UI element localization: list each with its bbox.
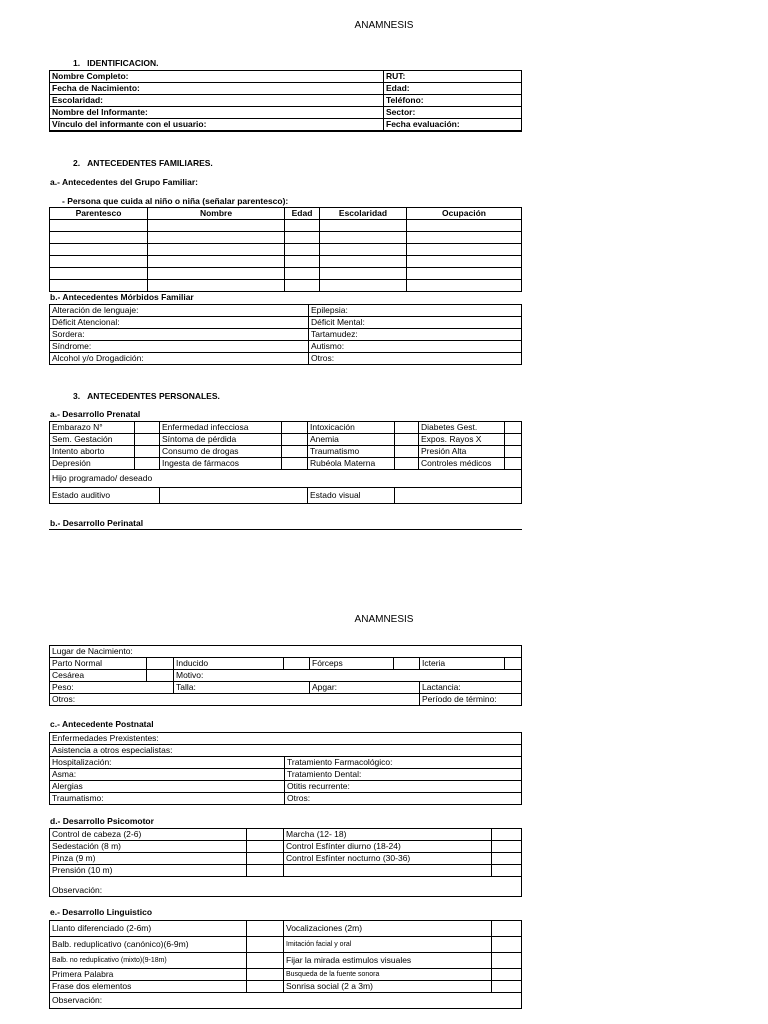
table-row (50, 953, 522, 969)
linguistic-table (49, 920, 522, 1009)
field-label: Expos. Rayos X (419, 434, 505, 446)
field-label: Inducido (174, 658, 284, 670)
table-row (50, 107, 522, 119)
column-header: Ocupación (407, 208, 522, 220)
table-row (50, 83, 522, 95)
table-header-row (50, 208, 522, 220)
field-label: Busqueda de la fuente sonora (284, 969, 492, 981)
field-label: Fórceps (310, 658, 394, 670)
field-label[interactable]: Nombre del Informante: (50, 107, 384, 119)
table-row (50, 877, 522, 897)
table-row (50, 470, 522, 488)
peso-field[interactable]: Peso: (50, 682, 174, 694)
section-2-heading: 2. ANTECEDENTES FAMILIARES. (73, 158, 213, 168)
table-row (50, 969, 522, 981)
field-label: Depresión (50, 458, 135, 470)
field-label (284, 865, 492, 877)
field-label: Parto Normal (50, 658, 147, 670)
table-row (50, 422, 522, 434)
page-title: ANAMNESIS (354, 20, 414, 31)
field-label[interactable]: Nombre Completo: (50, 71, 384, 83)
field-label: Imitación facial y oral (284, 937, 492, 953)
table-row (50, 865, 522, 877)
field-label: Prensión (10 m) (50, 865, 247, 877)
section-3b-heading: b.- Desarrollo Perinatal (50, 518, 144, 528)
field-label: Enfermedad infecciosa (160, 422, 282, 434)
table-row (50, 841, 522, 853)
column-header: Edad (285, 208, 320, 220)
field-label: Control Esfínter diurno (18-24) (284, 841, 492, 853)
field-label: Icteria (420, 658, 505, 670)
table-row (50, 458, 522, 470)
section-d-heading: d.- Desarrollo Psicomotor (50, 816, 154, 826)
field-label[interactable]: Teléfono: (384, 95, 522, 107)
field-label: Frase dos elementos (50, 981, 247, 993)
field-label: Fijar la mirada estimulos visuales (284, 953, 492, 969)
field-label: Diabetes Gest. (419, 422, 505, 434)
psicomotor-table (49, 828, 522, 897)
table-row (50, 119, 522, 132)
perinatal-table (49, 645, 522, 706)
table-row (50, 232, 522, 244)
field-label: Balb. reduplicativo (canónico)(6-9m) (50, 937, 247, 953)
table-row (50, 280, 522, 292)
prenatal-table (49, 421, 522, 504)
observacion-field[interactable]: Observación: (50, 877, 522, 897)
field-label: Llanto diferenciado (2-6m) (50, 921, 247, 937)
field-label: Control de cabeza (2-6) (50, 829, 247, 841)
family-table (49, 207, 522, 292)
table-row (50, 981, 522, 993)
table-row (50, 646, 522, 658)
asistencia-field[interactable]: Asistencia a otros especialistas: (50, 745, 522, 757)
field-label[interactable]: Alcohol y/o Drogadición: (50, 353, 309, 365)
table-row (50, 658, 522, 670)
section-2a-heading: a.- Antecedentes del Grupo Familiar: (50, 177, 198, 187)
table-row (50, 446, 522, 458)
motivo-field[interactable]: Motivo: (174, 670, 522, 682)
identification-table (49, 70, 522, 132)
table-row (50, 793, 522, 805)
table-row (50, 993, 522, 1009)
table-row (50, 341, 522, 353)
field-label: Sem. Gestación (50, 434, 135, 446)
field-label[interactable]: Hospitalización: (50, 757, 285, 769)
field-label: Vocalizaciones (2m) (284, 921, 492, 937)
field-label[interactable]: Edad: (384, 83, 522, 95)
table-row (50, 71, 522, 83)
estado-visual-label: Estado visual (308, 488, 395, 504)
field-label[interactable]: Sordera: (50, 329, 309, 341)
field-label[interactable]: Otros: (309, 353, 522, 365)
field-label[interactable]: Epilepsia: (309, 305, 522, 317)
field-label[interactable]: Fecha de Nacimiento: (50, 83, 384, 95)
table-row (50, 244, 522, 256)
estado-auditivo-label: Estado auditivo (50, 488, 160, 504)
table-row (50, 921, 522, 937)
field-label[interactable]: Alteración de lenguaje: (50, 305, 309, 317)
field-label: Intento aborto (50, 446, 135, 458)
page-2-title: ANAMNESIS (354, 614, 414, 625)
table-row (50, 829, 522, 841)
field-label: Sedestación (8 m) (50, 841, 247, 853)
table-row (50, 694, 522, 706)
table-row (50, 220, 522, 232)
column-header: Escolaridad (320, 208, 407, 220)
field-label[interactable]: Traumatismo: (50, 793, 285, 805)
table-row (50, 937, 522, 953)
field-label: Presión Alta (419, 446, 505, 458)
table-row (50, 95, 522, 107)
field-label[interactable]: Tratamiento Dental: (285, 769, 522, 781)
otros-field[interactable]: Otros: (50, 694, 420, 706)
lugar-nacimiento-field[interactable]: Lugar de Nacimiento: (50, 646, 522, 658)
column-header: Nombre (148, 208, 285, 220)
field-label: Controles médicos (419, 458, 505, 470)
divider (49, 529, 522, 530)
table-row (50, 268, 522, 280)
column-header: Parentesco (50, 208, 148, 220)
apgar-field[interactable]: Apgar: (310, 682, 420, 694)
field-label[interactable]: Déficit Atencional: (50, 317, 309, 329)
section-e-heading: e.- Desarrollo Linguistico (50, 907, 153, 917)
table-row (50, 745, 522, 757)
field-label: Primera Palabra (50, 969, 247, 981)
section-2b-heading: b.- Antecedentes Mórbidos Familiar (50, 292, 194, 302)
table-row (50, 769, 522, 781)
table-row (50, 329, 522, 341)
field-label: Rubéola Materna (308, 458, 395, 470)
periodo-field[interactable]: Período de término: (420, 694, 522, 706)
field-label: Síntoma de pérdida (160, 434, 282, 446)
field-label: Pinza (9 m) (50, 853, 247, 865)
field-label[interactable]: Autismo: (309, 341, 522, 353)
table-row (50, 488, 522, 504)
field-label[interactable]: Tratamiento Farmacológico: (285, 757, 522, 769)
morbid-table (49, 304, 522, 365)
field-label: Anemia (308, 434, 395, 446)
table-row (50, 353, 522, 365)
field-label[interactable]: Tartamudez: (309, 329, 522, 341)
enfermedades-field[interactable]: Enfermedades Prexistentes: (50, 733, 522, 745)
field-label[interactable]: Déficit Mental: (309, 317, 522, 329)
field-label[interactable]: Fecha evaluación: (384, 119, 522, 132)
table-row (50, 317, 522, 329)
field-label[interactable]: Otros: (285, 793, 522, 805)
lactancia-field[interactable]: Lactancia: (420, 682, 522, 694)
field-label[interactable]: Escolaridad: (50, 95, 384, 107)
table-row (50, 670, 522, 682)
table-row (50, 757, 522, 769)
table-row (50, 305, 522, 317)
field-label: Control Esfínter nocturno (30-36) (284, 853, 492, 865)
section-3-heading: 3. ANTECEDENTES PERSONALES. (73, 391, 220, 401)
field-label: Consumo de drogas (160, 446, 282, 458)
section-c-heading: c.- Antecedente Postnatal (50, 719, 154, 729)
field-label: Ingesta de fármacos (160, 458, 282, 470)
field-label[interactable]: Alergias (50, 781, 285, 793)
field-label: Intoxicación (308, 422, 395, 434)
postnatal-table (49, 732, 522, 805)
table-row (50, 682, 522, 694)
observacion-field[interactable]: Observación: (50, 993, 522, 1009)
section-3a-heading: a.- Desarrollo Prenatal (50, 409, 141, 419)
section-2a-subheading: - Persona que cuida al niño o niña (señalar parentesco): (62, 196, 289, 206)
field-label[interactable]: Síndrome: (50, 341, 309, 353)
field-label[interactable]: Sector: (384, 107, 522, 119)
field-label: Marcha (12- 18) (284, 829, 492, 841)
field-label: Embarazo N° (50, 422, 135, 434)
field-label: Traumatismo (308, 446, 395, 458)
field-label[interactable]: RUT: (384, 71, 522, 83)
talla-field[interactable]: Talla: (174, 682, 310, 694)
field-label[interactable]: Otitis recurrente: (285, 781, 522, 793)
field-label: Sonrisa social (2 a 3m) (284, 981, 492, 993)
table-row (50, 256, 522, 268)
field-label: Balb. no reduplicativo (mixto)(9-18m) (50, 953, 247, 969)
table-row (50, 853, 522, 865)
section-1-heading: 1. IDENTIFICACION. (73, 58, 159, 68)
field-label[interactable]: Vínculo del informante con el usuario: (50, 119, 384, 132)
table-row (50, 434, 522, 446)
hijo-programado-field[interactable]: Hijo programado/ deseado (50, 470, 522, 488)
table-row (50, 781, 522, 793)
field-label: Cesárea (50, 670, 147, 682)
field-label[interactable]: Asma: (50, 769, 285, 781)
table-row (50, 733, 522, 745)
